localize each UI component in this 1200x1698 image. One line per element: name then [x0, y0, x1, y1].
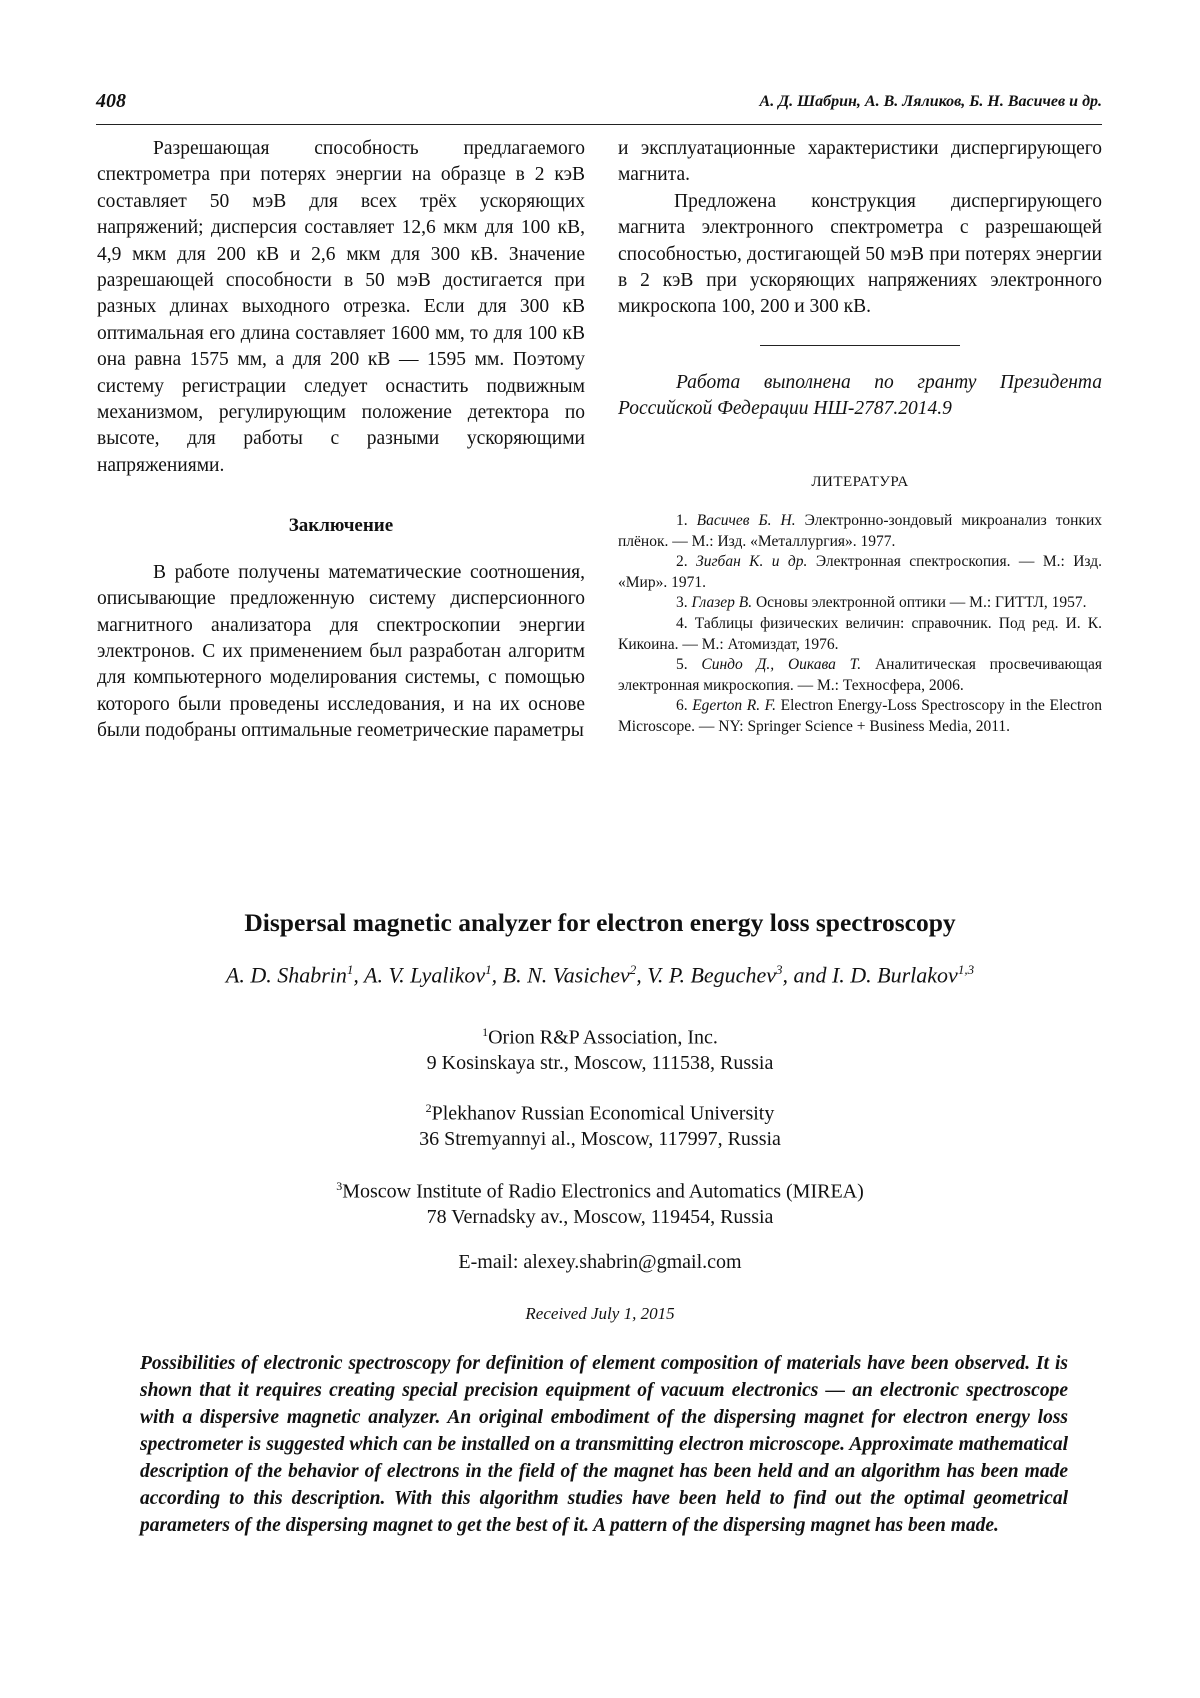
right-column	[618, 136, 1102, 738]
reference-item: 4. Таблицы физических величин: справочник. Под ред. И. К. Кикоина. — М.: Атомиздат, 1976.	[618, 615, 1103, 653]
english-title: Dispersal magnetic analyzer for electron energy loss spectroscopy	[244, 908, 956, 937]
english-abstract: Possibilities of electronic spectroscopy for definition of element composition of materials have been observed. It is shown that it requires creating special precision equipment of vacuum electronics — an electronic spectroscope with a dispersive magnetic analyzer. An original embodiment of the dispersing magnet for electron energy loss spectrometer is suggested which can be installed on a transmitting electron microscope. Approximate mathematical description of the behavior of electrons in the field of the magnet has been held and an algorithm has been made according to this description. With this algorithm studies have been held to find out the optimal geometrical parameters of the dispersing magnet to get the best of it. A pattern of the dispersing magnet has been made.	[140, 1353, 1068, 1536]
body-paragraph: В работе получены математические соотношения, описывающие предложенную систему дисперсионного магнитного анализатора для спектроскопии энергии электронов. С их применением был разработан алгоритм для компьютерного моделирования системы, с помощью которого были проведены исследования, и на их основе были подобраны оптимальные геометрические параметры	[97, 561, 585, 742]
reference-item: 3. Глазер В. Основы электронной оптики — М.: ГИТТЛ, 1957.	[676, 594, 1087, 612]
reference-item: 5. Синдо Д., Оикава Т. Аналитическая просвечивающая электронная микроскопия. — М.: Техносфера, 2006.	[618, 656, 1102, 694]
section-heading-conclusion: Заключение	[288, 515, 394, 537]
reference-item: 2. Зигбан К. и др. Электронная спектроскопия. — М.: Изд. «Мир». 1971.	[618, 553, 1102, 591]
header-authors: А. Д. Шабрин, А. В. Ляликов, Б. Н. Васичев и др.	[759, 93, 1102, 110]
reference-list	[618, 511, 1102, 738]
running-header	[96, 90, 1102, 120]
affiliation-1: $^1$Orion R&P Association, Inc. 9 Kosinskaya str., Moscow, 111538, Russia	[426, 1025, 774, 1074]
reference-item: 6. Egerton R. F. Electron Energy-Loss Spectroscopy in the Electron Microscope. — NY: Springer Science + Business Media, 2011.	[618, 697, 1103, 735]
reference-item: 1. Васичев Б. Н. Электронно-зондовый микроанализ тонких плёнок. — М.: Изд. «Металлургия». 1977.	[618, 512, 1102, 550]
header-rule	[96, 124, 1102, 125]
grant-acknowledgement: Работа выполнена по гранту Президента Российской Федерации НШ-2787.2014.9	[618, 371, 1102, 420]
literature-heading: ЛИТЕРАТУРА	[811, 473, 909, 490]
affiliation-3: $^3$Moscow Institute of Radio Electronics and Automatics (MIREA) 78 Vernadsky av., Moscow, 119454, Russia	[336, 1179, 864, 1228]
body-paragraph: Разрешающая способность предлагаемого спектрометра при потерях энергии на образце в 2 кэВ составляет 50 мэВ для всех трёх ускоряющих напряжений; дисперсия составляет 12,6 мкм для 100 кВ, 4,9 мкм для 200 кВ и 2,6 мкм для 300 кВ. Значение разрешающей способности в 50 мэВ достигается при разных длинах выходного отрезка. Если для 300 кВ оптимальная его длина составляет 1600 мм, то для 100 кВ она равна 1575 мм, а для 200 кВ — 1595 мм. Поэтому систему регистрации следует оснастить подвижным механизмом, регулирующим положение детектора по высоте, для работы с разными ускоряющими напряжениями.	[97, 138, 585, 476]
separator-rule	[760, 345, 960, 346]
body-paragraph: Предложена конструкция диспергирующего магнита электронного спектрометра с разрешающей способностью, достигающей 50 мэВ при потерях энергии в 2 кэВ при ускоряющих напряжениях электронного микроскопа 100, 200 и 300 кВ.	[618, 190, 1102, 318]
page-number: 408	[96, 90, 126, 112]
left-column	[97, 136, 585, 745]
received-date: Received July 1, 2015	[525, 1304, 675, 1323]
contact-email: E-mail: alexey.shabrin@gmail.com	[458, 1251, 742, 1273]
english-authors: A. D. Shabrin$^1$, A. V. Lyalikov$^1$, B. N. Vasichev$^2$, V. P. Beguchev$^3$, and I. D. Burlakov$^{1,3}$	[225, 962, 975, 988]
body-paragraph: и эксплуатационные характеристики диспергирующего магнита.	[618, 138, 1102, 186]
affiliation-2: $^2$Plekhanov Russian Economical University 36 Stremyannyi al., Moscow, 117997, Russia	[419, 1101, 781, 1150]
